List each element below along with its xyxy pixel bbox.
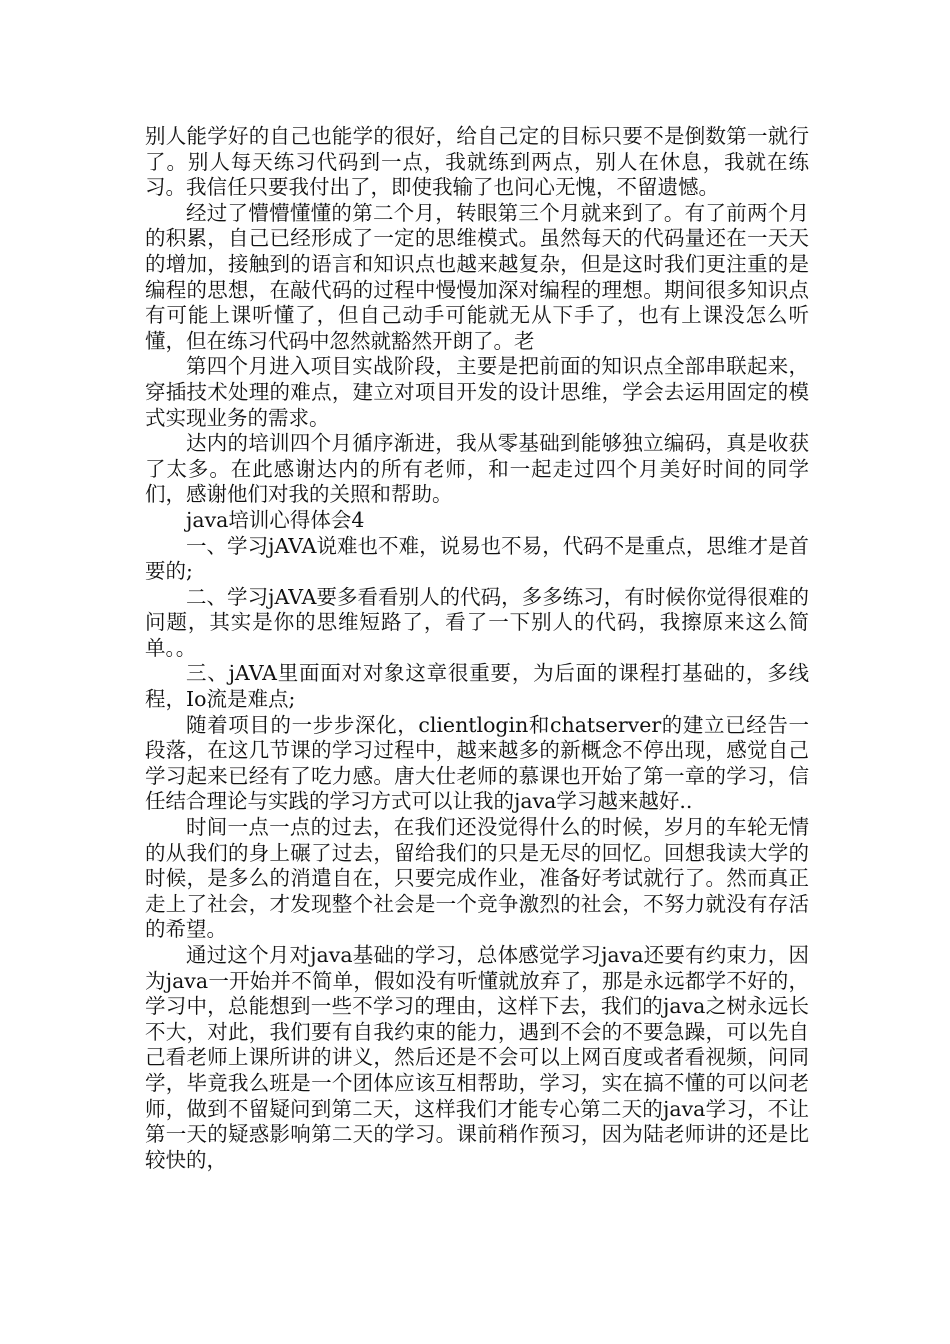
- paragraph-5: 随着项目的一步步深化，clientlogin和chatserver的建立已经告一段落，在这几节课的学习过程中，越来越多的新概念不停出现，感觉自己学习起来已经有了吃力感。唐大仕老师的慕课也开始了第一章的学习，信任结合理论与实践的学习方式可以让我的java学习越来越好..: [145, 712, 809, 814]
- paragraph-point-3: 三、jAVA里面面对对象这章很重要，为后面的课程打基础的，多线程，Io流是难点;: [145, 661, 809, 712]
- paragraph-point-2: 二、学习jAVA要多看看别人的代码，多多练习，有时候你觉得很难的问题，其实是你的思维短路了，看了一下别人的代码，我擦原来这么简单。。: [145, 584, 809, 660]
- paragraph-point-1: 一、学习jAVA说难也不难，说易也不易，代码不是重点，思维才是首要的;: [145, 533, 809, 584]
- paragraph-6: 时间一点一点的过去，在我们还没觉得什么的时候，岁月的车轮无情的从我们的身上碾了过去，留给我们的只是无尽的回忆。回想我读大学的时候，是多么的消遣自在，只要完成作业，准备好考试就行了。然而真正走上了社会，才发现整个社会是一个竞争激烈的社会，不努力就没有存活的希望。: [145, 815, 809, 942]
- paragraph-7: 通过这个月对java基础的学习，总体感觉学习java还要有约束力，因为java一开始并不简单，假如没有听懂就放弃了，那是永远都学不好的，学习中，总能想到一些不学习的理由，这样下去，我们的java之树永远长不大，对此，我们要有自我约束的能力，遇到不会的不要急躁，可以先自己看老师上课所讲的讲义，然后还是不会可以上网百度或者看视频，问同学，毕竟我么班是一个团体应该互相帮助，学习，实在搞不懂的可以问老师，做到不留疑问到第二天，这样我们才能专心第二天的java学习，不让第一天的疑惑影响第二天的学习。课前稍作预习，因为陆老师讲的还是比较快的，: [145, 943, 809, 1172]
- paragraph-2: 经过了懵懵懂懂的第二个月，转眼第三个月就来到了。有了前两个月的积累，自己已经形成了一定的思维模式。虽然每天的代码量还在一天天的增加，接触到的语言和知识点也越来越复杂，但是这时我们更注重的是编程的思想，在敲代码的过程中慢慢加深对编程的理想。期间很多知识点有可能上课听懂了，但自己动手可能就无从下手了，也有上课没怎么听懂，但在练习代码中忽然就豁然开朗了。老: [145, 200, 809, 353]
- paragraph-3: 第四个月进入项目实战阶段，主要是把前面的知识点全部串联起来，穿插技术处理的难点，建立对项目开发的设计思维，学会去运用固定的模式实现业务的需求。: [145, 354, 809, 430]
- paragraph-1: 别人能学好的自己也能学的很好，给自己定的目标只要不是倒数第一就行了。别人每天练习代码到一点，我就练到两点，别人在休息，我就在练习。我信任只要我付出了，即使我输了也问心无愧，不留遗憾。: [145, 124, 809, 200]
- document-body: [145, 124, 809, 1173]
- section-heading: java培训心得体会4: [186, 507, 365, 532]
- paragraph-4: 达内的培训四个月循序渐进，我从零基础到能够独立编码，真是收获了太多。在此感谢达内的所有老师，和一起走过四个月美好时间的同学们，感谢他们对我的关照和帮助。: [145, 431, 809, 507]
